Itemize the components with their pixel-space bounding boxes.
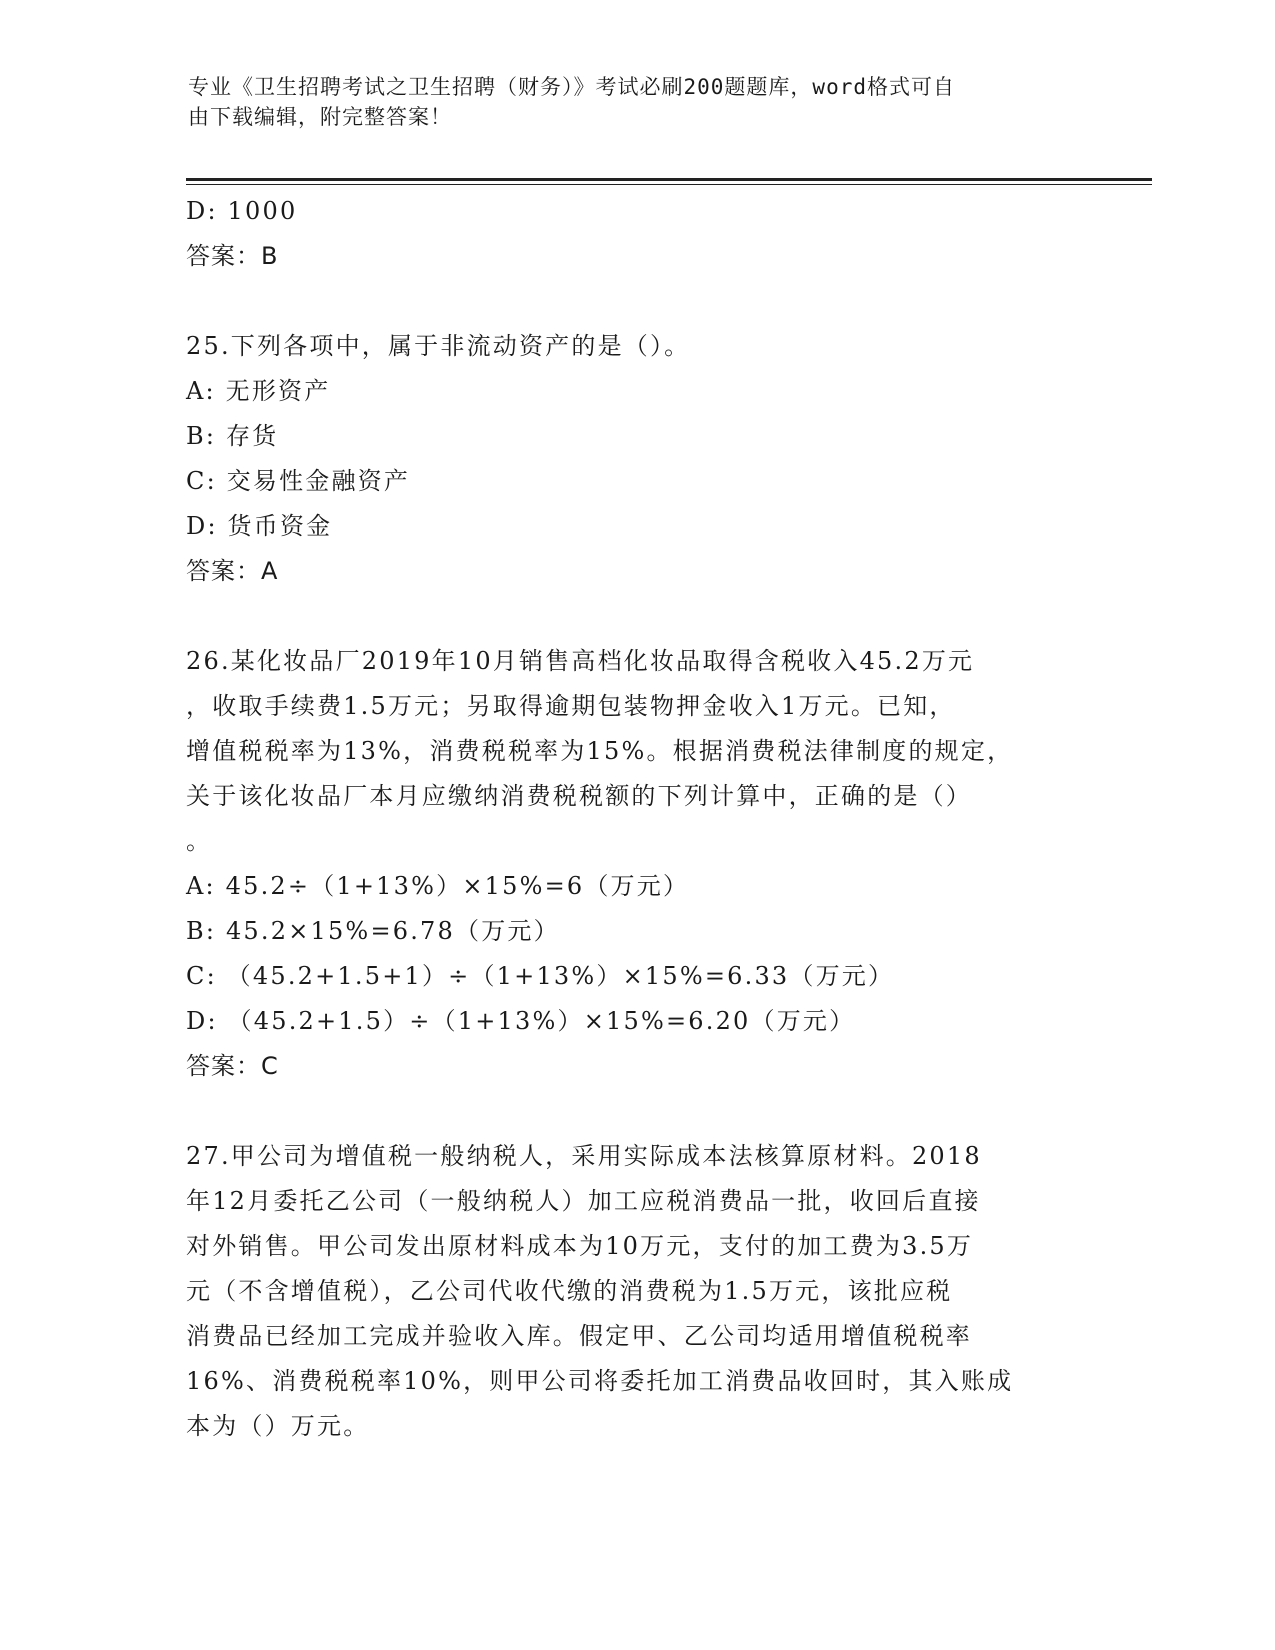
question-stem-line: 增值税税率为13%，消费税税率为15%。根据消费税法律制度的规定， <box>186 737 1014 765</box>
page-header <box>188 72 1068 132</box>
prev-answer: 答案：B <box>186 242 279 270</box>
header-line-2: 由下载编辑，附完整答案！ <box>188 105 452 129</box>
question-26 <box>186 639 1066 1089</box>
question-stem-line: 元（不含增值税），乙公司代收代缴的消费税为1.5万元，该批应税 <box>186 1277 953 1305</box>
option-a: A: 无形资产 <box>186 377 331 405</box>
question-stem-line: 年12月委托乙公司（一般纳税人）加工应税消费品一批，收回后直接 <box>186 1187 981 1215</box>
question-27 <box>186 1134 1066 1449</box>
header-divider-thin <box>186 184 1152 185</box>
answer-line: 答案：C <box>186 1052 279 1080</box>
prev-option-d: D: 1000 <box>186 197 298 225</box>
question-stem-line: 关于该化妆品厂本月应缴纳消费税税额的下列计算中，正确的是（） <box>186 782 972 810</box>
question-25 <box>186 324 1066 594</box>
question-stem: 25.下列各项中，属于非流动资产的是（）。 <box>186 332 691 360</box>
question-stem-line: 消费品已经加工完成并验收入库。假定甲、乙公司均适用增值税税率 <box>186 1322 972 1350</box>
question-stem-line: 16%、消费税税率10%，则甲公司将委托加工消费品收回时，其入账成 <box>186 1367 1014 1395</box>
question-stem-line: 26.某化妆品厂2019年10月销售高档化妆品取得含税收入45.2万元 <box>186 647 975 675</box>
spacer <box>186 594 1066 639</box>
option-d: D: 货币资金 <box>186 512 333 540</box>
option-c: C: （45.2+1.5+1）÷（1+13%）×15%=6.33（万元） <box>186 962 895 990</box>
option-a: A: 45.2÷（1+13%）×15%=6（万元） <box>186 872 690 900</box>
option-c: C: 交易性金融资产 <box>186 467 411 495</box>
question-stem-line: 对外销售。甲公司发出原材料成本为10万元，支付的加工费为3.5万 <box>186 1232 974 1260</box>
option-d: D: （45.2+1.5）÷（1+13%）×15%=6.20（万元） <box>186 1007 856 1035</box>
spacer <box>186 279 1066 324</box>
option-b: B: 存货 <box>186 422 279 450</box>
question-content <box>186 189 1066 1449</box>
option-b: B: 45.2×15%=6.78（万元） <box>186 917 560 945</box>
header-line-1: 专业《卫生招聘考试之卫生招聘（财务）》考试必刷200题题库，word格式可自 <box>188 75 955 99</box>
question-stem-line: 本为（）万元。 <box>186 1412 370 1440</box>
header-divider-thick <box>186 178 1152 181</box>
question-stem-line: 27.甲公司为增值税一般纳税人，采用实际成本法核算原材料。2018 <box>186 1142 982 1170</box>
question-stem-line: ，收取手续费1.5万元；另取得逾期包装物押金收入1万元。已知， <box>186 692 956 720</box>
question-stem-line: 。 <box>186 827 213 855</box>
answer-line: 答案：A <box>186 557 279 585</box>
spacer <box>186 1089 1066 1134</box>
